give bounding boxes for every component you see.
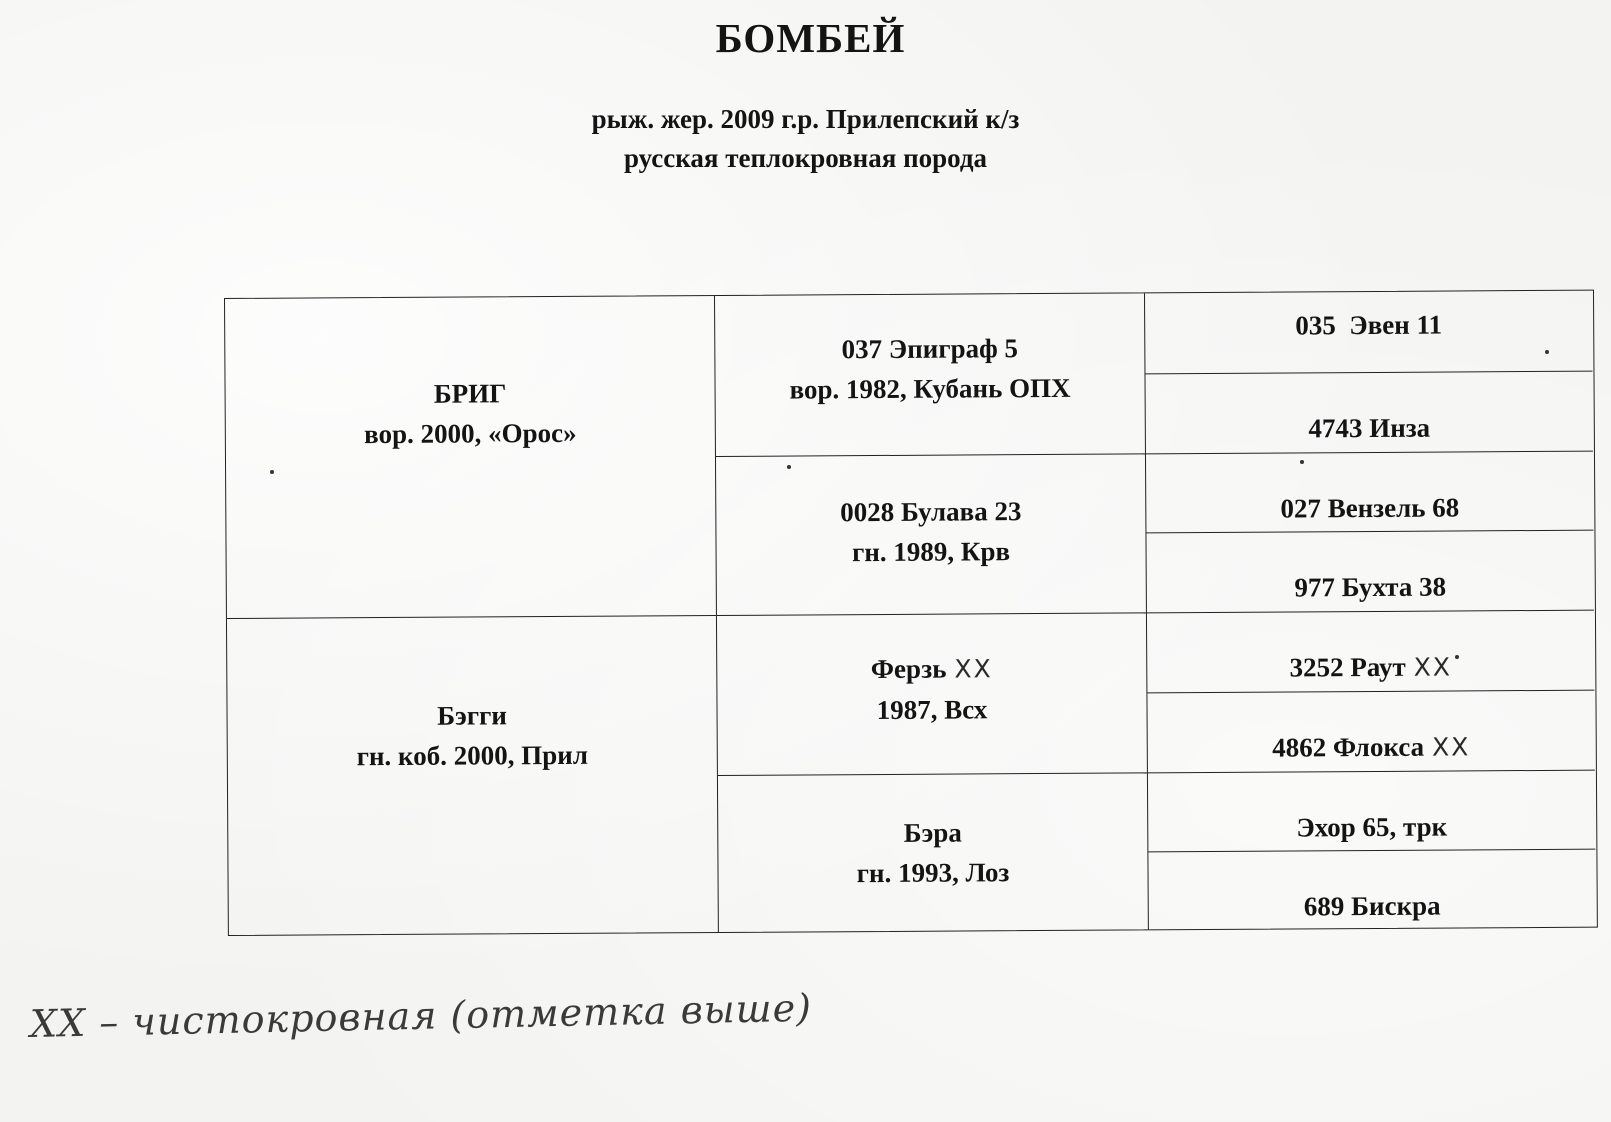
horse-description: рыж. жер. 2009 г.р. Прилепский к/з <box>591 104 1020 134</box>
great-grandparents-column <box>1145 291 1596 930</box>
dam-details: гн. коб. 2000, Прил <box>356 739 589 772</box>
great-grandparent-name: 4743 Инза <box>1308 412 1431 444</box>
thoroughbred-mark: XX <box>1413 652 1453 682</box>
great-grandparent-name: 977 Бухта 38 <box>1294 571 1447 603</box>
speck <box>270 470 274 474</box>
great-grandparent-cell <box>1148 849 1595 931</box>
thoroughbred-mark: XX <box>1432 732 1471 762</box>
speck <box>787 465 791 469</box>
grandparent-details: 1987, Всх <box>876 694 988 726</box>
speck <box>1455 655 1459 659</box>
dam-name: Бэгги <box>437 700 507 731</box>
great-grandparent-name: 3252 Раут <box>1289 651 1406 683</box>
great-grandparent-name: 027 Вензель 68 <box>1280 491 1460 524</box>
grandparent-name: Ферзь <box>870 653 947 685</box>
grandparent-name: 037 Эпиграф 5 <box>841 333 1019 365</box>
pedigree-table <box>224 290 1598 936</box>
great-grandparent-cell <box>1146 450 1593 532</box>
handwritten-note: XX – чистокровная (отметка выше) <box>29 985 813 1046</box>
grandparent-details: вор. 1982, Кубань ОПХ <box>789 372 1071 405</box>
grandparent-details: гн. 1993, Лоз <box>856 856 1010 888</box>
grandparents-column <box>715 293 1149 932</box>
parents-column <box>225 296 719 935</box>
great-grandparent-name: 4862 Флокса <box>1272 731 1425 763</box>
great-grandparent-cell <box>1147 610 1594 692</box>
great-grandparent-name: 689 Бискра <box>1303 890 1441 922</box>
sire-name: БРИГ <box>433 378 507 409</box>
great-grandparent-name: 035 Эвен 11 <box>1295 309 1443 341</box>
great-grandparent-cell <box>1145 370 1592 452</box>
grandparent-name: 0028 Булава 23 <box>840 495 1022 527</box>
grandparent-cell <box>716 453 1146 615</box>
horse-name-title: БОМБЕЙ <box>715 15 906 61</box>
breed-line: русская теплокровная порода <box>623 143 988 173</box>
great-grandparent-cell <box>1146 530 1593 612</box>
grandparent-name: Бэра <box>903 817 962 848</box>
great-grandparent-cell <box>1145 291 1592 373</box>
great-grandparent-cell <box>1148 769 1595 851</box>
dam-cell <box>227 615 718 937</box>
thoroughbred-mark: XX <box>954 654 993 684</box>
grandparent-cell <box>717 612 1147 774</box>
grandparent-cell <box>715 293 1145 455</box>
sire-cell <box>225 296 716 618</box>
speck <box>1545 350 1549 354</box>
sire-details: вор. 2000, «Орос» <box>364 417 577 450</box>
grandparent-cell <box>718 772 1148 934</box>
great-grandparent-cell <box>1147 689 1594 771</box>
grandparent-details: гн. 1989, Крв <box>851 535 1011 567</box>
great-grandparent-name: Эхор 65, трк <box>1296 811 1448 842</box>
speck <box>1300 460 1304 464</box>
